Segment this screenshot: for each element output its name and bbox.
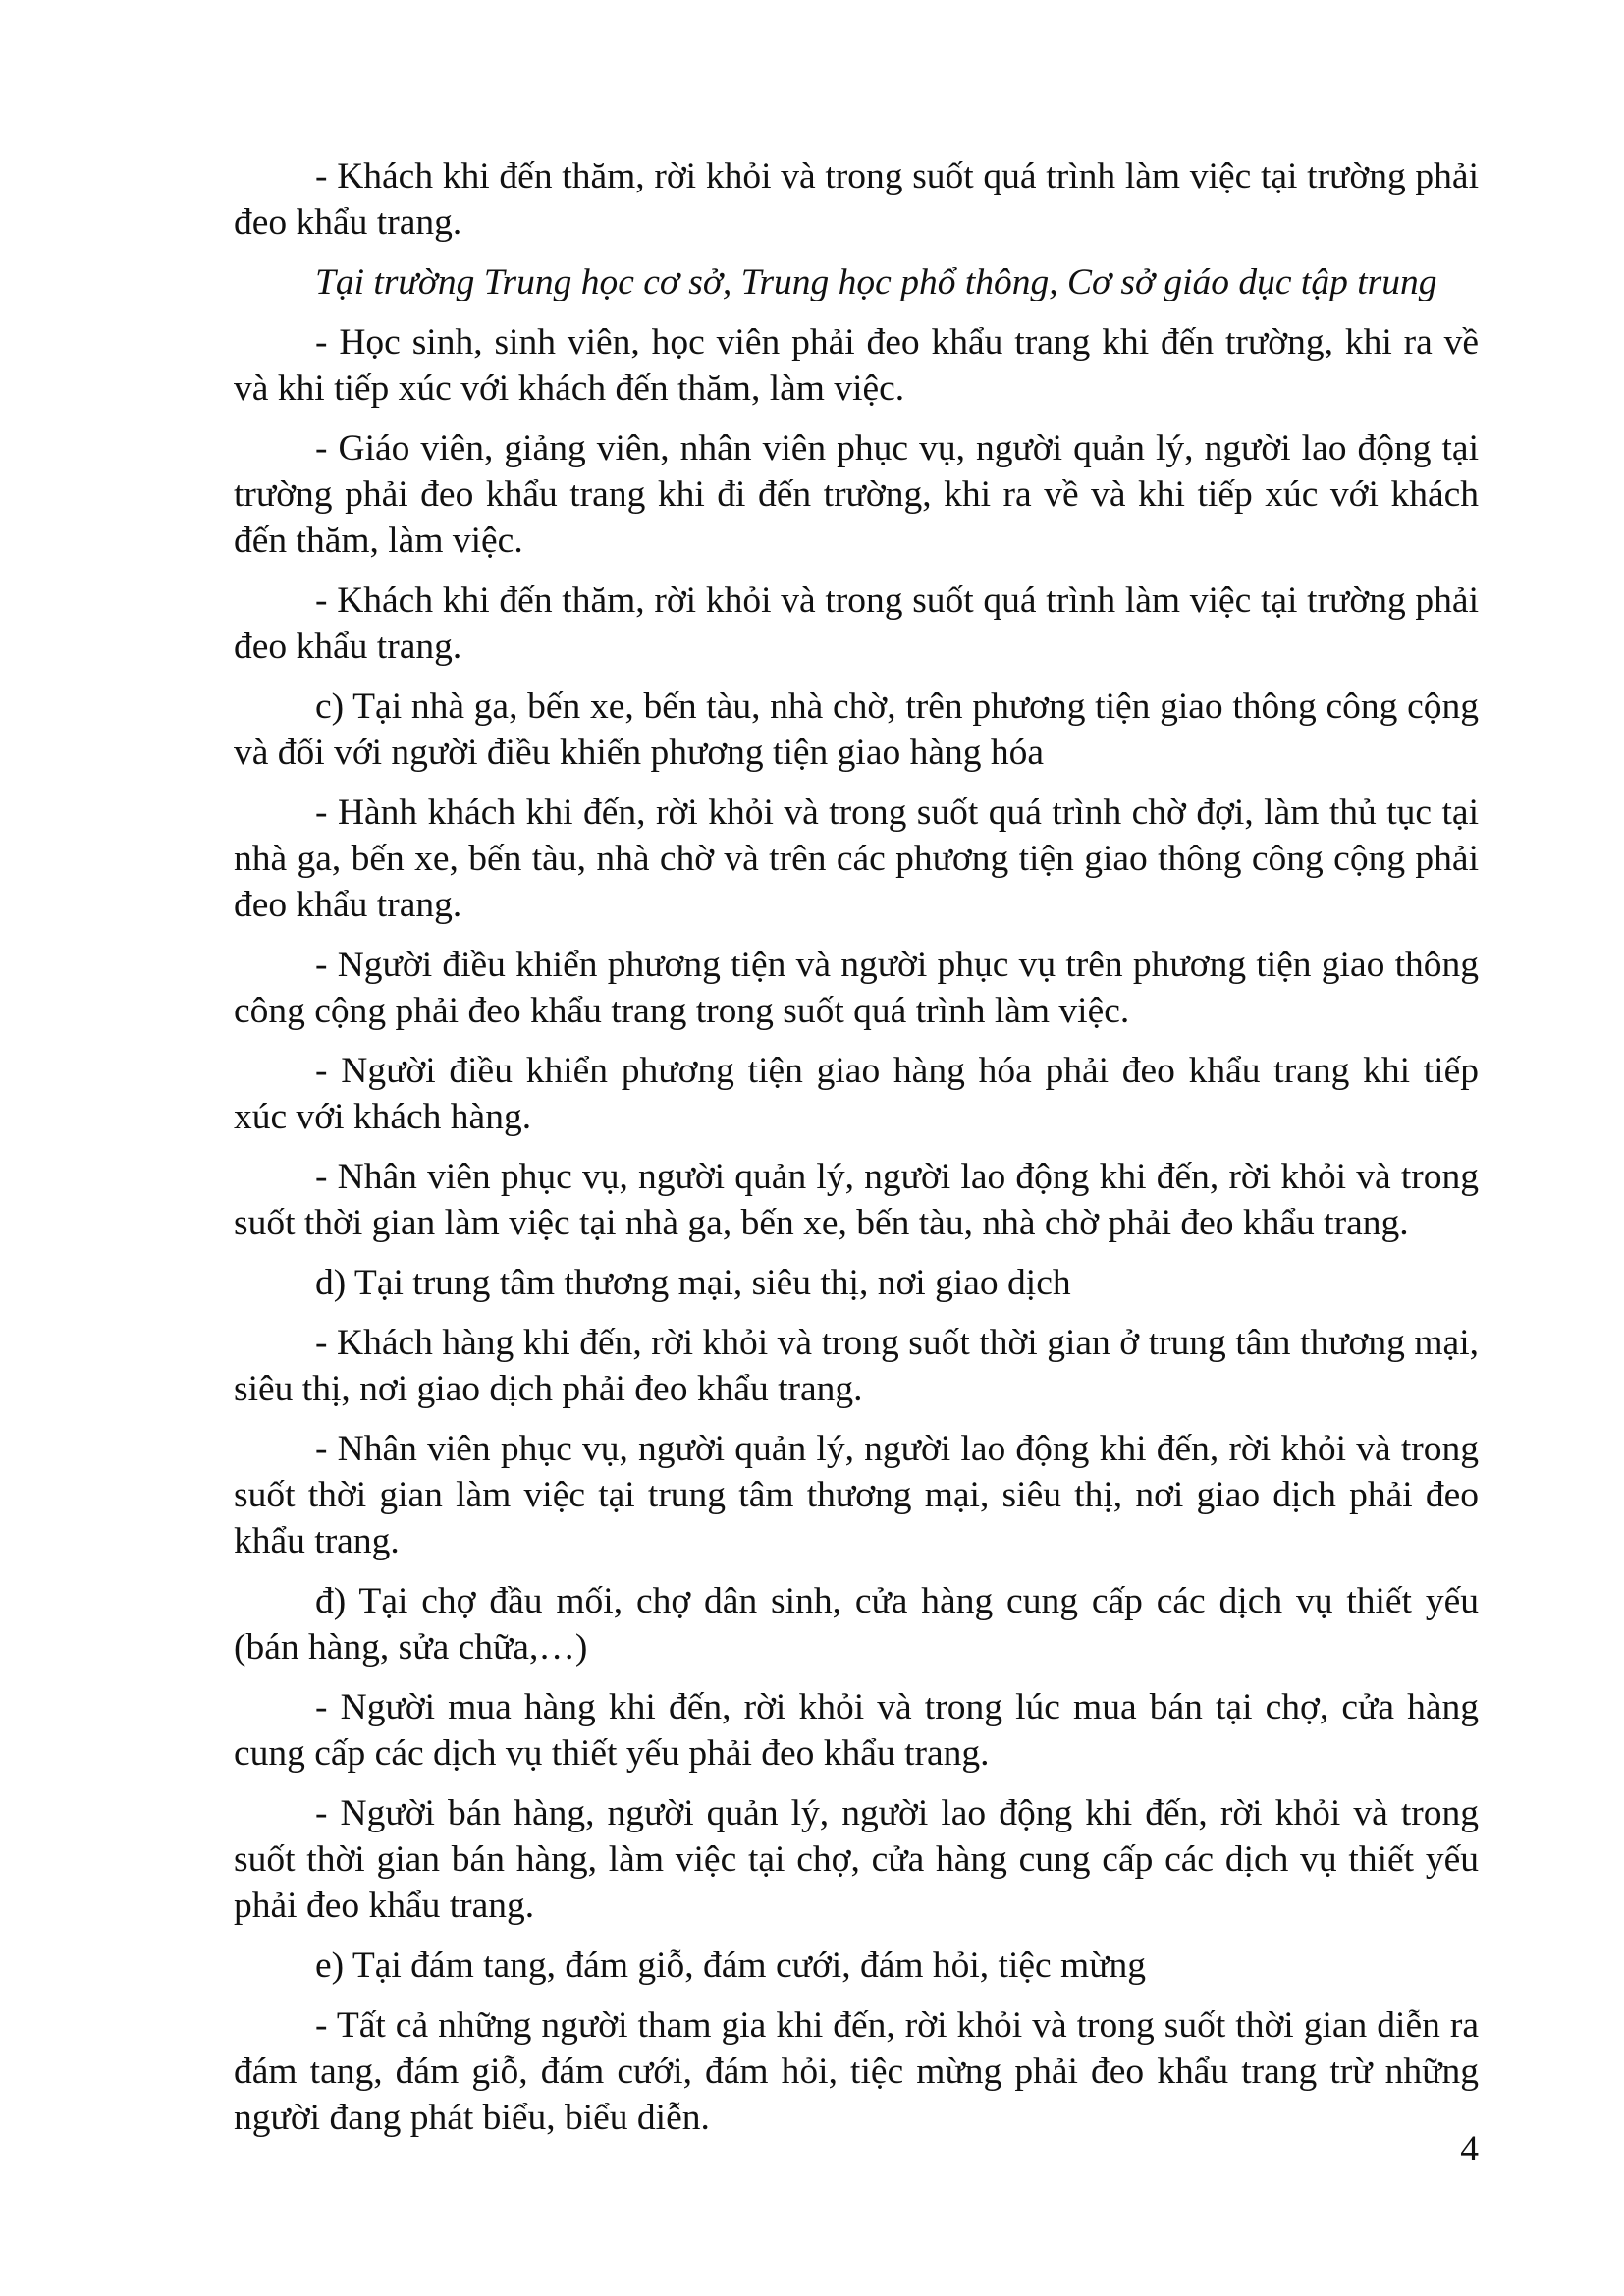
paragraph-visitor-secondary-mask: - Khách khi đến thăm, rời khỏi và trong suốt quá trình làm việc tại trường phải đeo khẩu trang. — [234, 580, 1479, 667]
section-heading-d-commerce: d) Tại trung tâm thương mại, siêu thị, nơi giao dịch — [315, 1263, 1071, 1303]
paragraph-attendees-mask: - Tất cả những người tham gia khi đến, rời khỏi và trong suốt thời gian diễn ra đám tang, đám giỗ, đám cưới, đám hỏi, tiệc mừng phải đeo khẩu trang trừ những người đang phát biểu, biểu diễn. — [234, 2005, 1479, 2138]
paragraph-delivery-drivers-mask: - Người điều khiển phương tiện giao hàng hóa phải đeo khẩu trang khi tiếp xúc với khách hàng. — [234, 1051, 1479, 1137]
page-number: 4 — [1460, 2129, 1479, 2169]
section-heading-dd-markets: đ) Tại chợ đầu mối, chợ dân sinh, cửa hàng cung cấp các dịch vụ thiết yếu (bán hàng, sửa chữa,…) — [234, 1581, 1479, 1667]
paragraph-sellers-mask: - Người bán hàng, người quản lý, người lao động khi đến, rời khỏi và trong suốt thời gian bán hàng, làm việc tại chợ, cửa hàng cung cấp các dịch vụ thiết yếu phải đeo khẩu trang. — [234, 1793, 1479, 1926]
section-heading-e-ceremonies: e) Tại đám tang, đám giỗ, đám cưới, đám hỏi, tiệc mừng — [315, 1945, 1147, 1986]
paragraph-visitor-primary-mask: - Khách khi đến thăm, rời khỏi và trong suốt quá trình làm việc tại trường phải đeo khẩu trang. — [234, 156, 1479, 243]
paragraph-teachers-mask: - Giáo viên, giảng viên, nhân viên phục vụ, người quản lý, người lao động tại trường phải đeo khẩu trang khi đi đến trường, khi ra về và khi tiếp xúc với khách đến thăm, làm việc. — [234, 428, 1479, 561]
paragraph-station-staff-mask: - Nhân viên phục vụ, người quản lý, người lao động khi đến, rời khỏi và trong suốt thời gian làm việc tại nhà ga, bến xe, bến tàu, nhà chờ phải đeo khẩu trang. — [234, 1157, 1479, 1243]
document-body — [234, 153, 1479, 2155]
paragraph-drivers-mask: - Người điều khiển phương tiện và người phục vụ trên phương tiện giao thông công cộng phải đeo khẩu trang trong suốt quá trình làm việc. — [234, 945, 1479, 1031]
section-heading-c-transport: c) Tại nhà ga, bến xe, bến tàu, nhà chờ, trên phương tiện giao thông công cộng và đối với người điều khiển phương tiện giao hàng hóa — [234, 686, 1479, 773]
subheading-secondary-schools: Tại trường Trung học cơ sở, Trung học phổ thông, Cơ sở giáo dục tập trung — [315, 262, 1437, 302]
paragraph-customers-mask: - Khách hàng khi đến, rời khỏi và trong suốt thời gian ở trung tâm thương mại, siêu thị, nơi giao dịch phải đeo khẩu trang. — [234, 1323, 1479, 1409]
paragraph-commerce-staff-mask: - Nhân viên phục vụ, người quản lý, người lao động khi đến, rời khỏi và trong suốt thời gian làm việc tại trung tâm thương mại, siêu thị, nơi giao dịch phải đeo khẩu trang. — [234, 1429, 1479, 1561]
paragraph-passengers-mask: - Hành khách khi đến, rời khỏi và trong suốt quá trình chờ đợi, làm thủ tục tại nhà ga, bến xe, bến tàu, nhà chờ và trên các phương tiện giao thông công cộng phải đeo khẩu trang. — [234, 793, 1479, 925]
paragraph-buyers-mask: - Người mua hàng khi đến, rời khỏi và trong lúc mua bán tại chợ, cửa hàng cung cấp các dịch vụ thiết yếu phải đeo khẩu trang. — [234, 1687, 1479, 1774]
paragraph-students-mask: - Học sinh, sinh viên, học viên phải đeo khẩu trang khi đến trường, khi ra về và khi tiếp xúc với khách đến thăm, làm việc. — [234, 322, 1479, 409]
